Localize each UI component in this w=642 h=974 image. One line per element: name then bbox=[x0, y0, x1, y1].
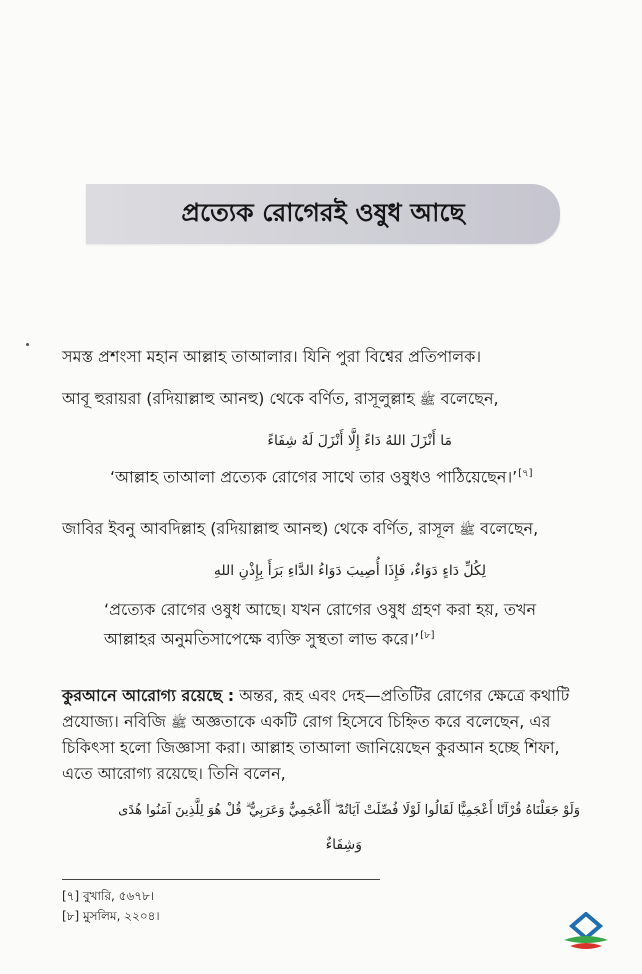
salla-icon: ﷺ bbox=[419, 393, 436, 408]
logo-red-arc bbox=[570, 943, 602, 949]
hadith1-intro-text: আবূ হুরায়রা (রদিয়াল্লাহু আনহু) থেকে বর্ণিত, রাসূলুল্লাহ bbox=[62, 389, 415, 408]
quran-line-1 bbox=[62, 683, 569, 709]
quran-heading: কুরআনে আরোগ্য রয়েছে : bbox=[62, 686, 235, 705]
quran-line1-text: অন্তর, রূহ এবং দেহ—প্রতিটির রোগের ক্ষেত্রে কথাটি bbox=[239, 686, 570, 705]
hadith1-arabic: مَا أَنْزَلَ اللهُ دَاءً إِلَّا أَنْزَلَ لَهُ شِفَاءً bbox=[267, 433, 452, 449]
hadith2-arabic: لِكُلِّ دَاءٍ دَوَاءٌ، فَإِذَا أُصِيبَ دَوَاءُ الدَّاءِ بَرَأَ بِإِذْنِ اللهِ bbox=[213, 563, 486, 579]
quran-line-3: চিকিৎসা হলো জিজ্ঞাসা করা। আল্লাহ তাআলা জানিয়েছেন কুরআন হচ্ছে শিফা, bbox=[62, 738, 560, 757]
footnote-ref-7: [৭] bbox=[518, 468, 533, 479]
quran-line-4: এতে আরোগ্য রয়েছে। তিনি বলেন, bbox=[62, 764, 286, 783]
hadith2-translation-line2 bbox=[104, 623, 435, 652]
chapter-title: প্রত্যেক রোগেরই ওষুধ আছে bbox=[181, 197, 465, 227]
intro-paragraph: সমস্ত প্রশংসা মহান আল্লাহ তাআলার। যিনি পুরা বিশ্বের প্রতিপালক। bbox=[62, 347, 482, 366]
hadith2-said: বলেছেন, bbox=[480, 519, 539, 538]
salla-icon: ﷺ bbox=[459, 523, 476, 538]
footnote-8: [৮] মুসলিম, ২২০৪। bbox=[62, 909, 160, 923]
quran-arabic-line1: وَلَوْ جَعَلْنَاهُ قُرْآنًا أَعْجَمِيًّا لَقَالُوا لَوْلَا فُصِّلَتْ آيَاتُهُ ۖ أَأَعْجَمِيٌّ وَعَرَبِيٌّ ۗ قُلْ هُوَ لِلَّذِينَ آمَنُوا هُدًى bbox=[118, 803, 580, 818]
hadith2-intro bbox=[62, 516, 538, 544]
publisher-logo-icon bbox=[560, 912, 612, 956]
salla-icon: ﷺ bbox=[171, 716, 187, 731]
quran-line-2 bbox=[62, 709, 550, 737]
hadith2-intro-text: জাবির ইবনু আবদিল্লাহ (রদিয়াল্লাহু আনহু) থেকে বর্ণিত, রাসূল bbox=[62, 519, 455, 538]
hadith1-translation-text: ‘আল্লাহ তাআলা প্রত্যেক রোগের সাথে তার ওষুধও পাঠিয়েছেন।’ bbox=[110, 467, 518, 487]
logo-diamond bbox=[572, 914, 600, 938]
hadith1-said: বলেছেন, bbox=[440, 389, 499, 408]
logo-green-arc bbox=[564, 936, 608, 943]
hadith1-translation bbox=[110, 461, 533, 490]
footnote-7: [৭] বুখারি, ৫৬৭৮। bbox=[62, 889, 155, 903]
hadith2-translation-text: আল্লাহর অনুমতিসাপেক্ষে ব্যক্তি সুস্থতা লাভ করে।’ bbox=[104, 629, 420, 649]
hadith2-translation-line1: ‘প্রত্যেক রোগের ওষুধ আছে। যখন রোগের ওষুধ গ্রহণ করা হয়, তখন bbox=[104, 600, 537, 619]
quran-arabic-line2: وَشِفَاءٌ bbox=[325, 837, 362, 853]
footnote-divider bbox=[62, 879, 380, 880]
quran-line2-a: প্রযোজ্য। নবিজি bbox=[62, 712, 166, 731]
margin-mark bbox=[26, 343, 29, 346]
footnote-ref-8: [৮] bbox=[420, 630, 435, 641]
quran-line2-b: অজ্ঞতাকে একটি রোগ হিসেবে চিহ্নিত করে বলেছেন, এর bbox=[191, 712, 551, 731]
hadith1-intro bbox=[62, 386, 499, 414]
